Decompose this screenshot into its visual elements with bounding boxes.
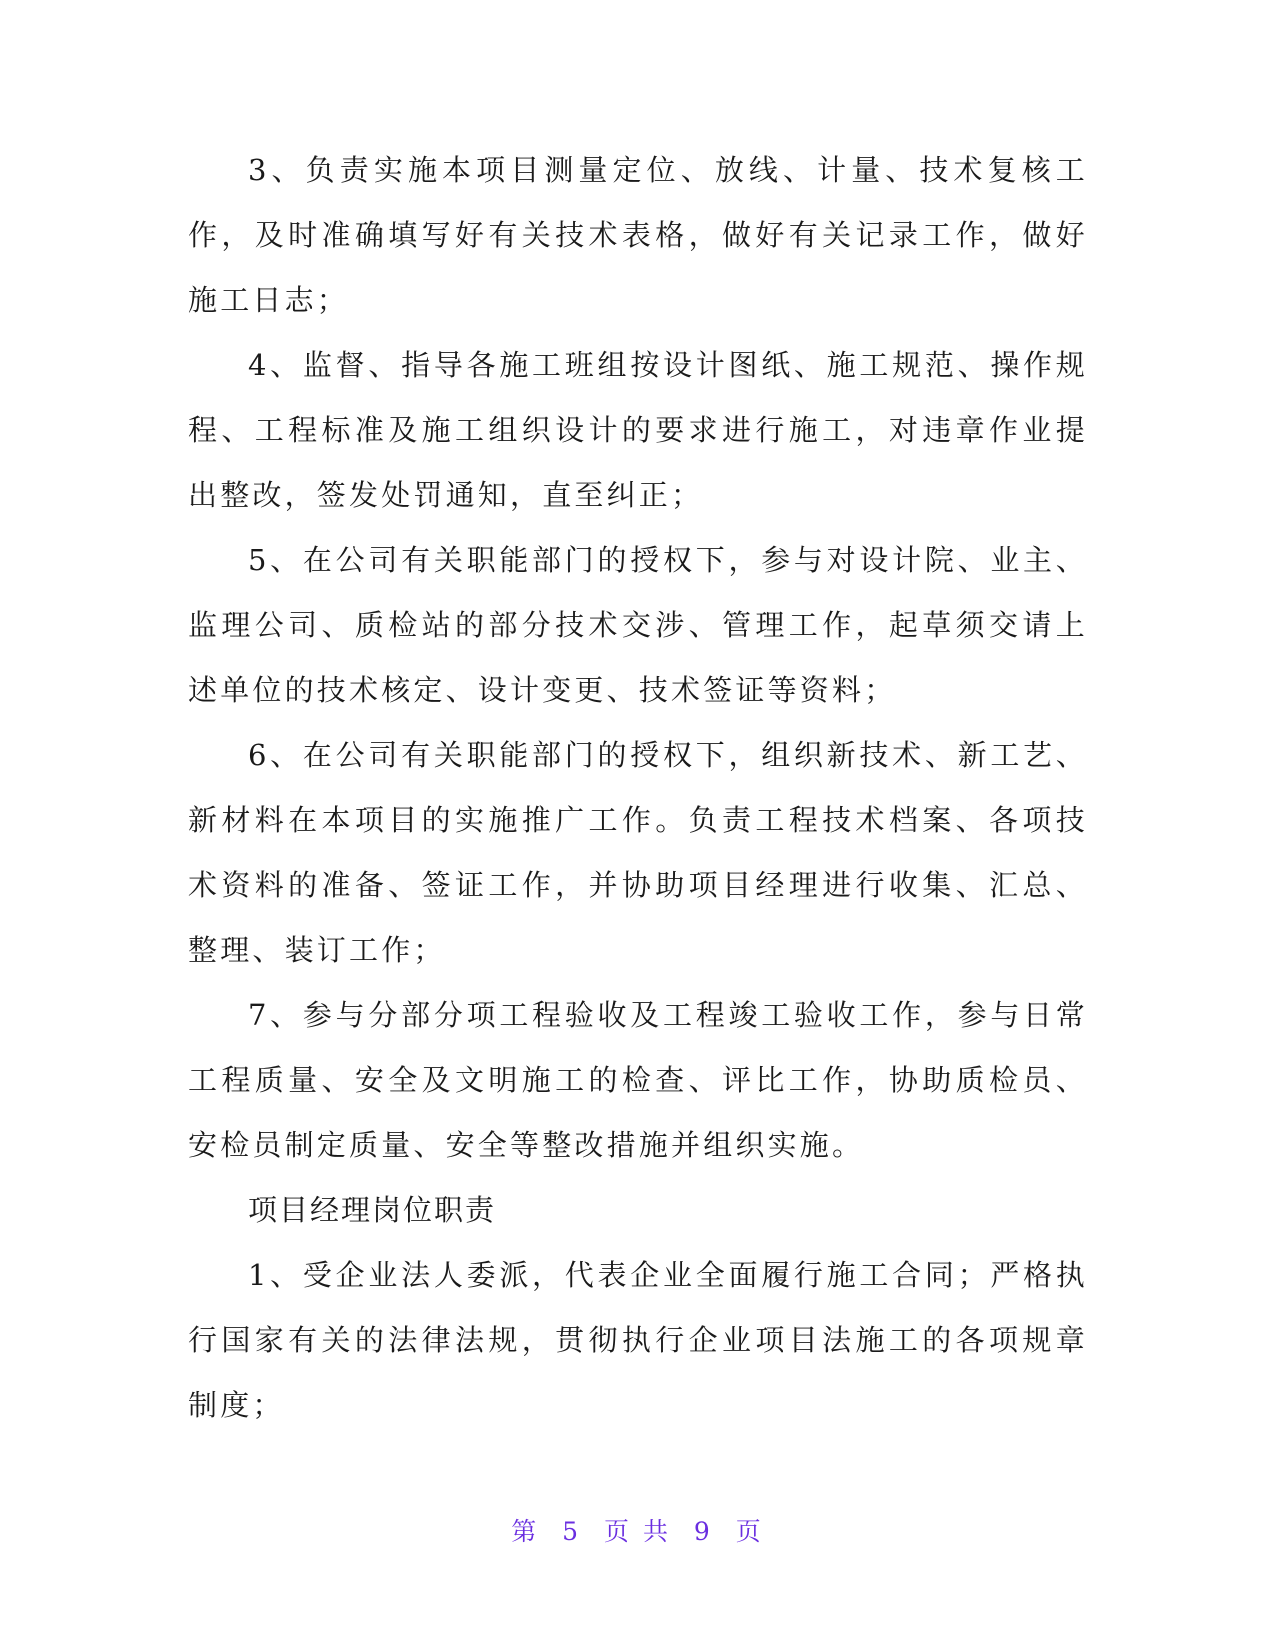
paragraph-item-4: 4、监督、指导各施工班组按设计图纸、施工规范、操作规程、工程标准及施工组织设计的要求进行施工，对违章作业提出整改，签发处罚通知，直至纠正； — [188, 348, 1088, 512]
footer-page-number: 5 — [562, 1517, 582, 1546]
document-body — [188, 138, 1088, 1438]
footer-prefix: 第 — [511, 1517, 540, 1546]
footer-page-total: 9 — [693, 1517, 713, 1546]
footer-middle: 页 共 — [604, 1517, 671, 1546]
footer-suffix: 页 — [735, 1517, 764, 1546]
paragraph-item-6: 6、在公司有关职能部门的授权下，组织新技术、新工艺、新材料在本项目的实施推广工作。负责工程技术档案、各项技术资料的准备、签证工作，并协助项目经理进行收集、汇总、整理、装订工作； — [188, 738, 1088, 967]
paragraph-item-5: 5、在公司有关职能部门的授权下，参与对设计院、业主、监理公司、质检站的部分技术交涉、管理工作，起草须交请上述单位的技术核定、设计变更、技术签证等资料； — [188, 543, 1088, 707]
paragraph-item-3: 3、负责实施本项目测量定位、放线、计量、技术复核工作，及时准确填写好有关技术表格，做好有关记录工作，做好施工日志； — [188, 153, 1088, 317]
paragraph-item-1: 1、受企业法人委派，代表企业全面履行施工合同；严格执行国家有关的法律法规，贯彻执行企业项目法施工的各项规章制度； — [188, 1258, 1088, 1422]
paragraph-item-7: 7、参与分部分项工程验收及工程竣工验收工作，参与日常工程质量、安全及文明施工的检查、评比工作，协助质检员、安检员制定质量、安全等整改措施并组织实施。 — [188, 998, 1088, 1162]
page-footer — [0, 1512, 1275, 1548]
section-heading: 项目经理岗位职责 — [248, 1193, 497, 1227]
